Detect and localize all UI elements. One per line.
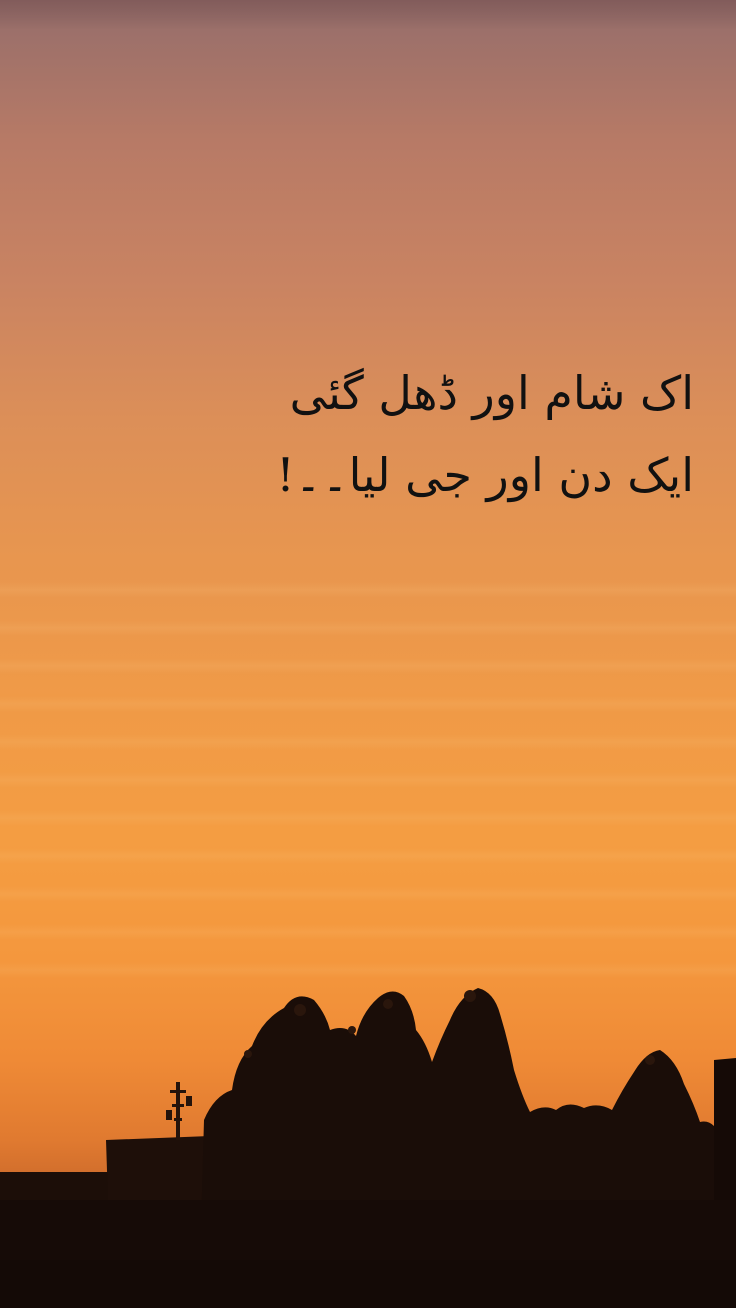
poem-line-2: ایک دن اور جی لیا۔۔! <box>276 448 694 502</box>
poem-line-1: اک شام اور ڈھل گئی <box>289 366 694 420</box>
ground <box>0 1200 736 1262</box>
bottom-band <box>0 1260 736 1308</box>
antenna-tower-icon <box>166 1082 192 1140</box>
